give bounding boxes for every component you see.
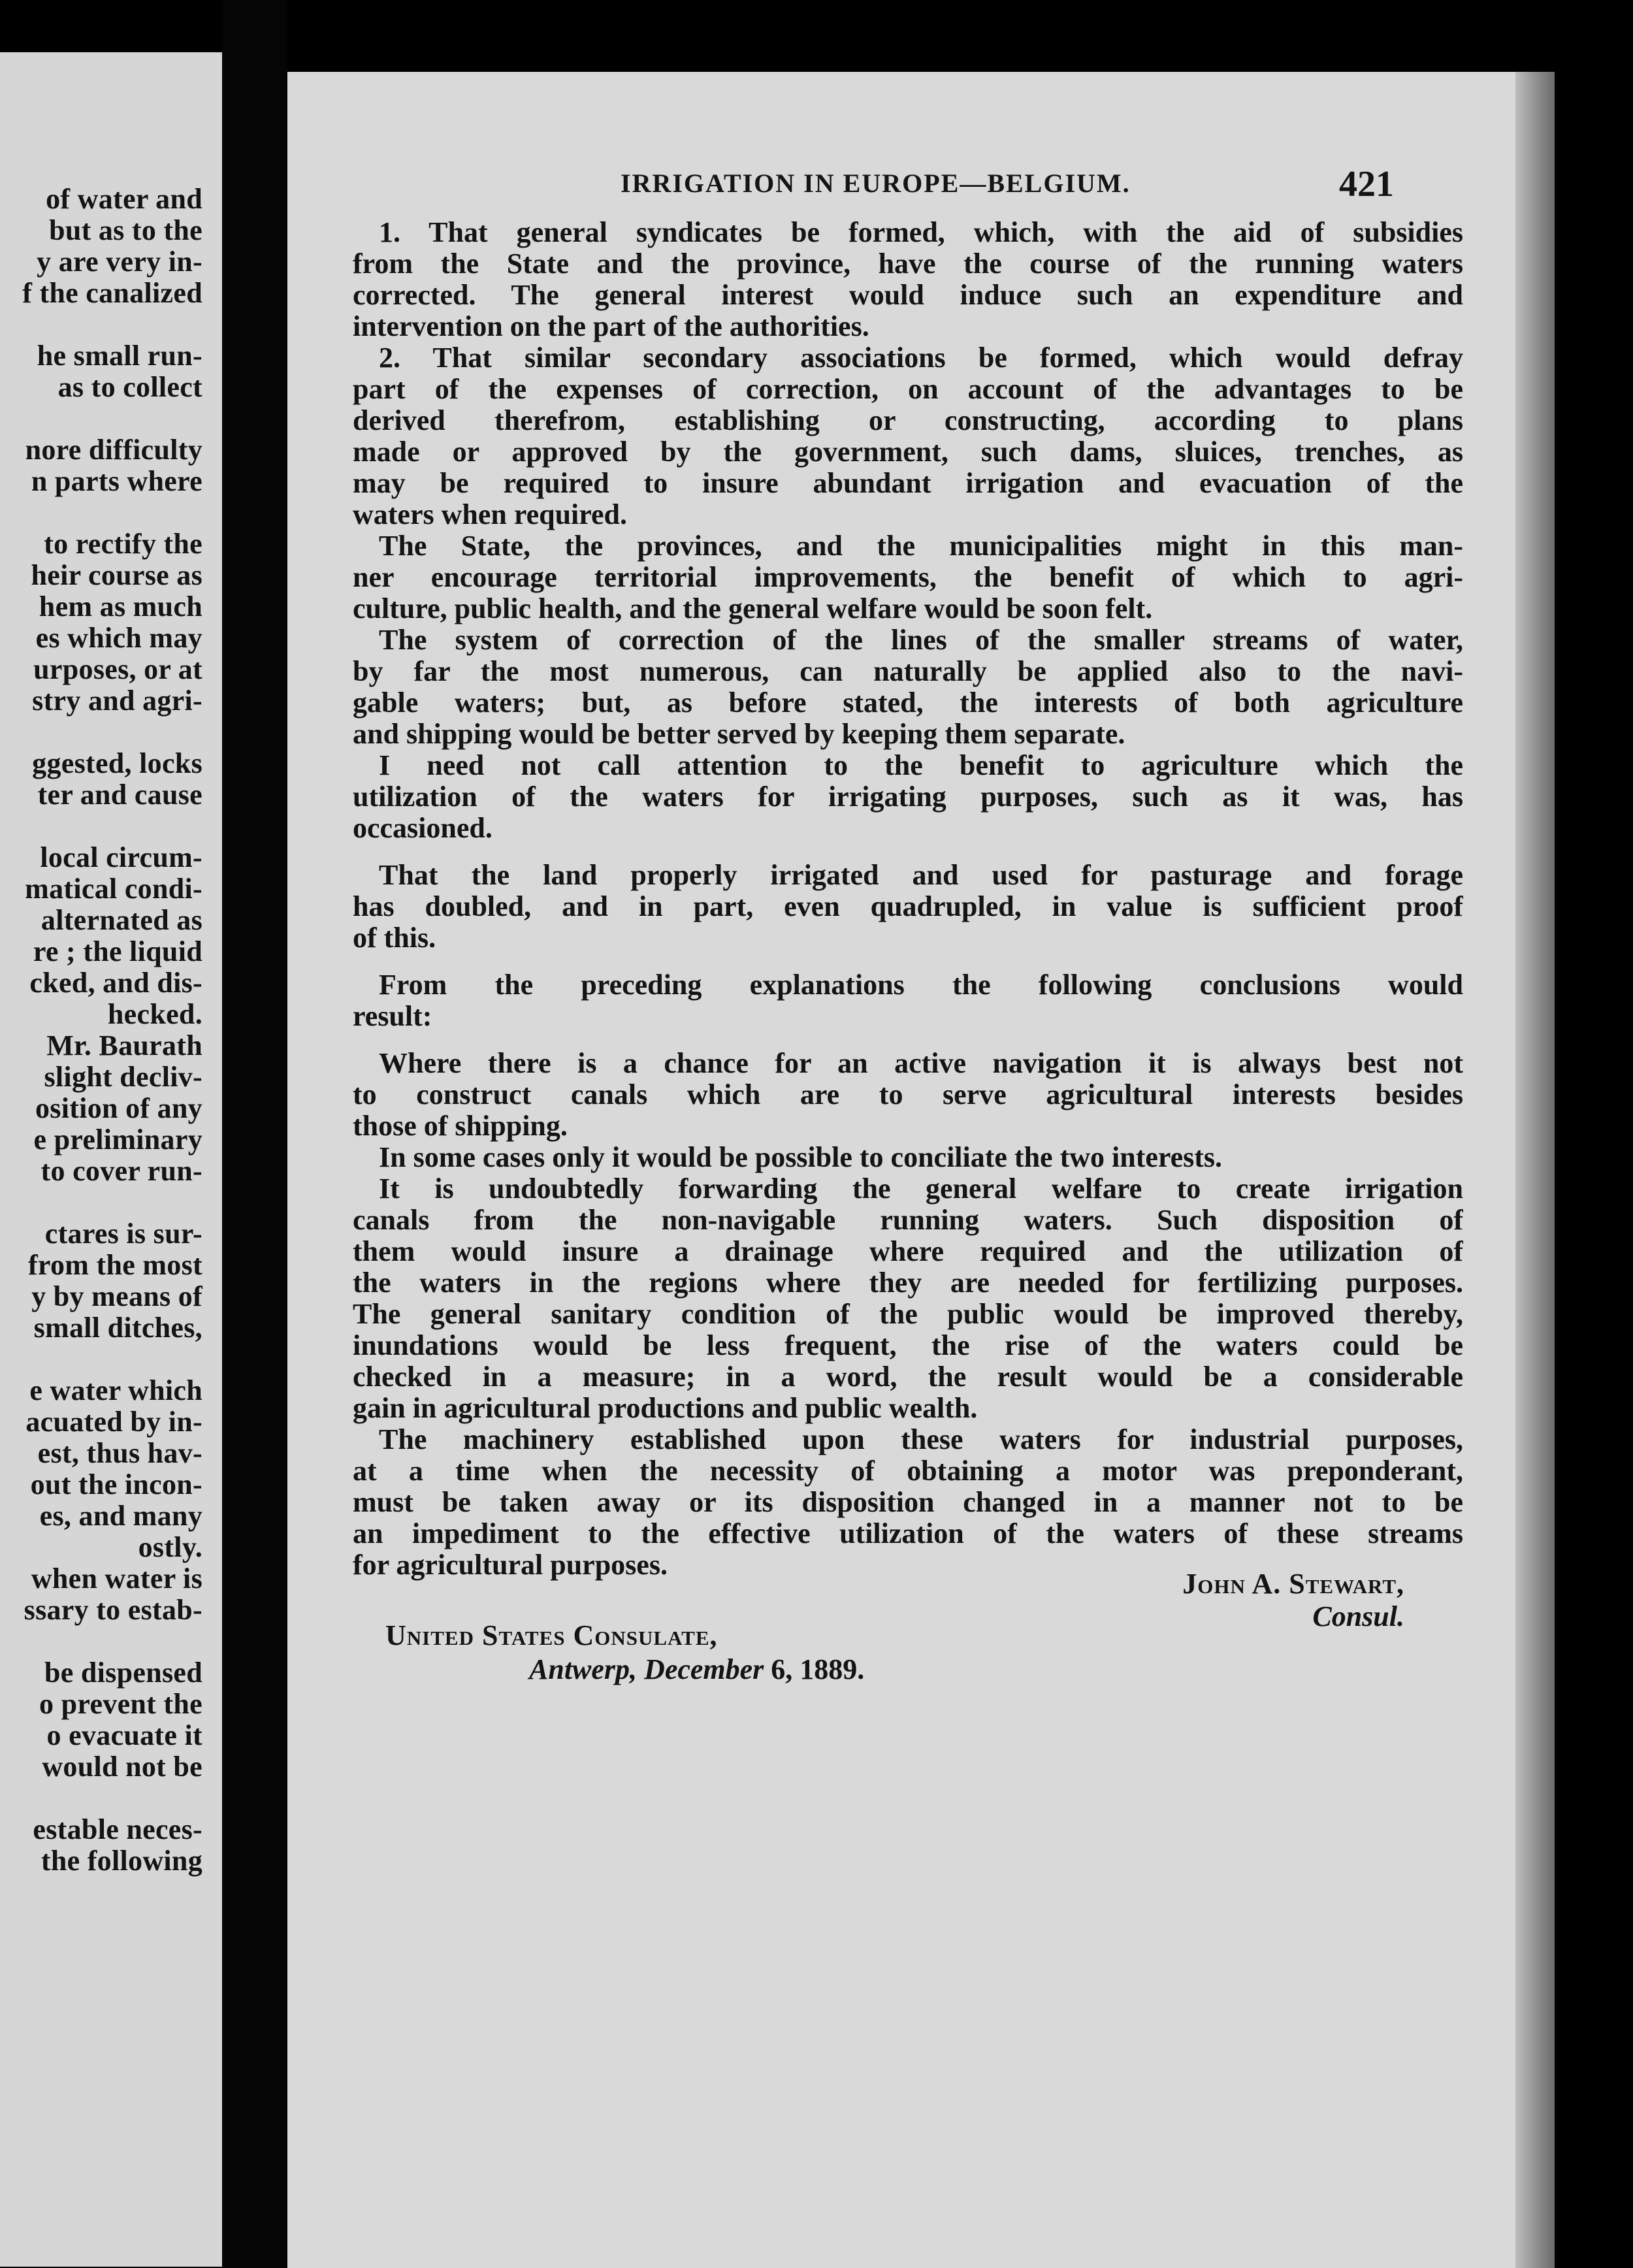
page-number: 421 [1339,164,1394,204]
left-page-line: heir course as [31,559,202,591]
left-page-line: osition of any [35,1092,202,1124]
text-line: culture, public health, and the general welfare would be soon felt. [353,593,1153,624]
text-line: result: [353,1001,432,1032]
left-page-line: slight decliv- [44,1061,202,1093]
paragraph [353,624,1463,750]
text-line: to construct canals which are to serve agricultural interests besides [353,1079,1463,1110]
origin-block [385,1619,864,1687]
text-line: The machinery established upon these waters for industrial purposes, [379,1424,1463,1455]
paragraph [353,217,1463,342]
left-page-line: e water which [29,1374,202,1406]
left-page-line: of water and [46,183,202,215]
left-page-line: as to collect [57,371,202,403]
running-header: IRRIGATION IN EUROPE—BELGIUM. [621,169,1131,198]
origin-day-year: 6, 1889. [771,1653,865,1685]
left-page-line: local circum- [40,841,202,873]
paragraph [353,750,1463,844]
page-edge-shadow [1515,72,1555,2268]
left-page-line: est, thus hav- [37,1437,202,1469]
left-page-line: ter and cause [37,779,202,811]
left-page-line: stry and agri- [32,685,202,717]
left-page-line: to rectify the [44,528,202,560]
text-line: The system of correction of the lines of the smaller streams of water, [379,624,1463,656]
text-line: From the preceding explanations the following conclusions would [379,969,1463,1001]
text-line: Where there is a chance for an active navigation it is always best not [379,1048,1463,1079]
paragraph [353,1424,1463,1581]
text-line: inundations would be less frequent, the rise of the waters could be [353,1330,1463,1361]
left-page-line: he small run- [37,340,202,372]
paragraph-gap [353,844,1463,860]
text-line: them would insure a drainage where required and the utilization of [353,1236,1463,1267]
left-page-line: ggested, locks [32,747,202,779]
text-line: It is undoubtedly forwarding the general welfare to create irrigation [379,1173,1463,1205]
paragraph [353,1173,1463,1424]
body-text [353,217,1463,1581]
text-line: those of shipping. [353,1110,568,1142]
signer-name: John A. Stewart, [1182,1568,1404,1600]
text-line: waters when required. [353,499,628,530]
origin-office: United States Consulate, [385,1619,718,1651]
text-line: corrected. The general interest would induce such an expenditure and [353,280,1463,311]
text-line: from the State and the province, have the course of the running waters [353,248,1463,280]
left-page-line: hem as much [39,591,202,623]
text-line: intervention on the part of the authorities. [353,311,869,342]
left-page-line: the following [40,1845,202,1877]
text-line: utilization of the waters for irrigating purposes, such as it was, has [353,781,1463,813]
origin-place-date [529,1653,864,1687]
left-page-line: es which may [35,622,202,654]
paragraph [353,860,1463,954]
text-line: checked in a measure; in a word, the result would be a considerable [353,1361,1463,1393]
text-line: an impediment to the effective utilization of the waters of these streams [353,1518,1463,1549]
text-line: That the land properly irrigated and used for pasturage and forage [379,860,1463,891]
text-line: The State, the provinces, and the municipalities might in this man- [379,530,1463,562]
paragraph-gap [353,1032,1463,1048]
left-page-line: acuated by in- [25,1406,202,1438]
text-line: at a time when the necessity of obtaining a motor was preponderant, [353,1455,1463,1487]
left-page-line: Mr. Baurath [46,1029,202,1061]
book-gutter [222,0,287,2268]
left-page-line: from the most [27,1249,202,1281]
left-page-line: y by means of [31,1280,202,1312]
left-page-line: o evacuate it [46,1719,202,1751]
left-page-line: n parts where [31,465,202,497]
text-line: and shipping would be better served by keeping them separate. [353,719,1125,750]
left-page-line: hecked. [107,998,202,1030]
left-page-line: nore difficulty [25,434,202,466]
signer-title: Consul. [1312,1600,1404,1632]
text-line: gain in agricultural productions and public wealth. [353,1393,978,1424]
text-line: has doubled, and in part, even quadrupled, in value is sufficient proof [353,891,1463,922]
text-line: made or approved by the government, such dams, sluices, trenches, as [353,436,1463,468]
text-line: In some cases only it would be possible to conciliate the two interests. [379,1142,1223,1173]
signature-block [993,1568,1404,1633]
paragraph [353,1048,1463,1142]
text-line: gable waters; but, as before stated, the interests of both agriculture [353,687,1463,719]
paragraph [353,1142,1463,1173]
left-page-line: ostly. [138,1531,202,1563]
text-line: by far the most numerous, can naturally be applied also to the navi- [353,656,1463,687]
paragraph [353,342,1463,530]
text-line: occasioned. [353,813,493,844]
left-page-line: f the canalized [22,277,202,309]
left-page-line: es, and many [39,1500,202,1532]
text-line: part of the expenses of correction, on account of the advantages to be [353,374,1463,405]
left-page-line: y are very in- [37,246,202,278]
paragraph [353,530,1463,624]
text-line: derived therefrom, establishing or constructing, according to plans [353,405,1463,436]
text-line: canals from the non-navigable running waters. Such disposition of [353,1205,1463,1236]
left-page-line: but as to the [49,214,202,246]
previous-page-fragment [0,52,222,2267]
left-page-line: o prevent the [39,1688,202,1720]
text-line: ner encourage territorial improvements, the benefit of which to agri- [353,562,1463,593]
text-line: 1. That general syndicates be formed, which, with the aid of subsidies [379,217,1463,248]
left-page-line: ctares is sur- [44,1218,202,1250]
text-line: of this. [353,922,436,954]
left-page-line: alternated as [40,904,202,936]
origin-place: Antwerp, [529,1653,638,1685]
text-line: the waters in the regions where they are needed for fertilizing purposes. [353,1267,1463,1299]
left-page-line: estable neces- [33,1813,202,1845]
text-line: must be taken away or its disposition changed in a manner not to be [353,1487,1463,1518]
left-page-line: re ; the liquid [33,935,202,967]
left-page-line: to cover run- [40,1155,202,1187]
left-page-line: would not be [42,1751,202,1783]
text-line: may be required to insure abundant irrigation and evacuation of the [353,468,1463,499]
document-page [287,72,1555,2268]
paragraph-gap [353,954,1463,969]
left-page-line: ssary to estab- [24,1594,202,1626]
paragraph [353,969,1463,1032]
text-line: I need not call attention to the benefit to agriculture which the [379,750,1463,781]
left-page-line: when water is [31,1563,202,1595]
left-page-line: small ditches, [33,1312,202,1344]
text-line: 2. That similar secondary associations be formed, which would defray [379,342,1463,374]
text-line: The general sanitary condition of the public would be improved thereby, [353,1299,1463,1330]
left-page-line: e preliminary [33,1124,202,1156]
left-page-line: matical condi- [25,873,202,905]
left-page-line: be dispensed [44,1657,202,1689]
origin-month: December [644,1653,764,1685]
left-page-line: out the incon- [30,1468,202,1500]
left-page-line: cked, and dis- [29,967,202,999]
text-line: for agricultural purposes. [353,1549,668,1581]
left-page-line: urposes, or at [33,653,202,685]
